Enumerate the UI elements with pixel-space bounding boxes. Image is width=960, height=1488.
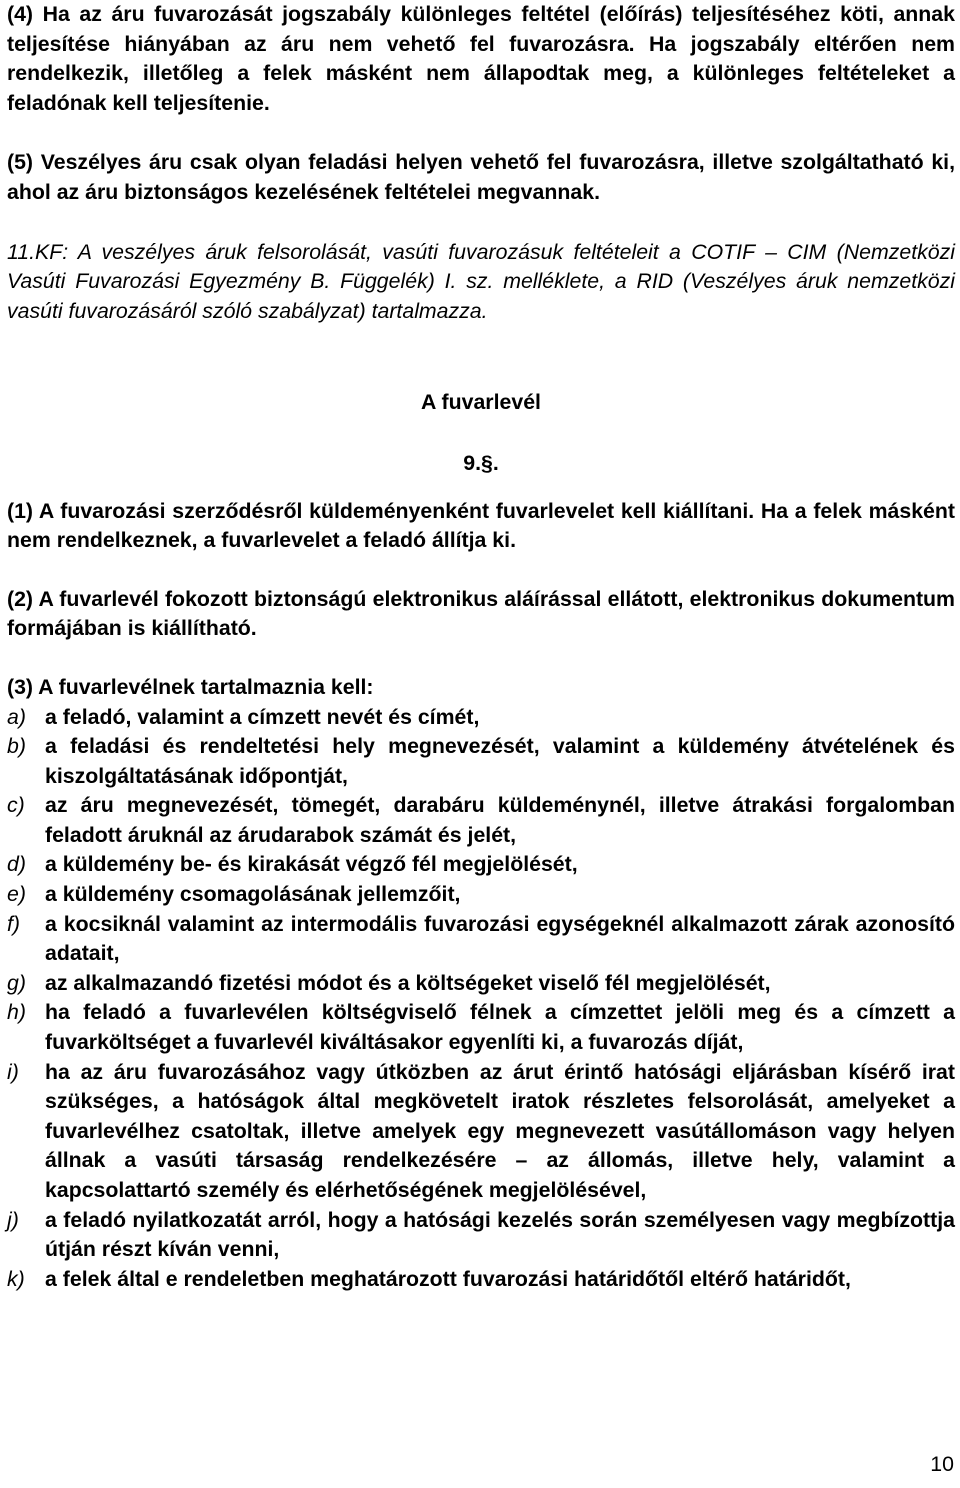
list-item-label: c) xyxy=(7,793,25,818)
list-item-label: e) xyxy=(7,882,26,907)
list-item xyxy=(7,791,955,850)
page-number: 10 xyxy=(930,1452,954,1476)
requirements-list xyxy=(7,703,955,1295)
list-item-text: ha az áru fuvarozásához vagy útközben az árut érintő hatósági eljárásban kísérő irat szükséges, a hatóságok által megkövetelt iratok részletes felsorolását, amelyeket a fuvarlevélhez csatoltak, illetve amelyek egy megnevezett vasútállomáson vagy helyen állnak a vasúti társaság rendelkezésére – az állomás, illetve hely, valamint a kapcsolattartó személy és elérhetőségének megjelölésével, xyxy=(45,1059,955,1202)
list-item-text: ha feladó a fuvarlevélen költségviselő félnek a címzettet jelöli meg és a címzett a fuvarköltséget a fuvarlevél kiváltásakor egyenlíti ki, a fuvarozás díját, xyxy=(45,1000,955,1055)
list-item-text: a felek által e rendeletben meghatározott fuvarozási határidőtől eltérő határidőt, xyxy=(45,1266,851,1291)
list-item xyxy=(7,910,955,969)
list-item xyxy=(7,880,955,910)
section-4-paragraph: (4) Ha az áru fuvarozását jogszabály különleges feltétel (előírás) teljesítéséhez köti, annak teljesítése hiányában az áru nem vehető fel fuvarozásra. Ha jogszabály eltérően nem rendelkezik, illetőleg a felek másként nem állapodtak meg, a különleges feltételeket a feladónak kell teljesítenie. xyxy=(7,2,955,115)
list-item xyxy=(7,998,955,1057)
list-item-text: a feladó, valamint a címzett nevét és címét, xyxy=(45,704,480,729)
list-item-label: i) xyxy=(7,1059,19,1084)
list-item-text: a küldemény be- és kirakását végző fél megjelölését, xyxy=(45,852,578,877)
list-item-label: j) xyxy=(7,1207,19,1232)
list-item-text: a küldemény csomagolásának jellemzőit, xyxy=(45,882,461,907)
list-item xyxy=(7,703,955,733)
list-item xyxy=(7,1265,955,1295)
list-item-label: a) xyxy=(7,704,26,729)
section-5-paragraph: (5) Veszélyes áru csak olyan feladási helyen vehető fel fuvarozásra, illetve szolgáltatható ki, ahol az áru biztonságos kezelésének feltételei megvannak. xyxy=(7,150,955,204)
list-item xyxy=(7,969,955,999)
list-item-text: a feladási és rendeltetési hely megnevezését, valamint a küldemény átvételének és kiszolgáltatásának időpontját, xyxy=(45,734,955,788)
list-item xyxy=(7,1206,955,1265)
paragraph-1: (1) A fuvarozási szerződésről küldeményenként fuvarlevelet kell kiállítani. Ha a felek másként nem rendelkeznek, a fuvarlevelet a feladó állítja ki. xyxy=(7,498,955,553)
list-item xyxy=(7,1058,955,1206)
list-item-label: h) xyxy=(7,1000,26,1025)
paragraph-2: (2) A fuvarlevél fokozott biztonságú elektronikus aláírással ellátott, elektronikus dokumentum formájában is kiállítható. xyxy=(7,586,955,641)
list-item-text: az áru megnevezését, tömegét, darabáru küldeménynél, illetve átrakási forgalomban feladott áruknál az árudarabok számát és jelét, xyxy=(45,793,955,847)
list-item-text: az alkalmazandó fizetési módot és a költségeket viselő fél megjelölését, xyxy=(45,970,771,995)
list-item xyxy=(7,732,955,791)
paragraph-3-intro: (3) A fuvarlevélnek tartalmaznia kell: xyxy=(7,674,374,699)
list-item-label: f) xyxy=(7,911,21,936)
list-item-label: g) xyxy=(7,970,26,995)
note-11-paragraph: 11.KF: A veszélyes áruk felsorolását, vasúti fuvarozásuk feltételeit a COTIF – CIM (Nemzetközi Vasúti Fuvarozási Egyezmény B. Függelék) I. sz. melléklete, a RID (Veszélyes áruk nemzetközi vasúti fuvarozásáról szóló szabályzat) tartalmazza. xyxy=(7,239,955,323)
heading-fuvarlevel: A fuvarlevél xyxy=(421,390,541,415)
list-item-text: a feladó nyilatkozatát arról, hogy a hatósági kezelés során személyesen vagy megbízottja útján részt kíván venni, xyxy=(45,1207,955,1262)
list-item-text: a kocsiknál valamint az intermodális fuvarozási egységeknél alkalmazott zárak azonosító adatait, xyxy=(45,911,955,966)
list-item-label: b) xyxy=(7,734,26,759)
list-item-label: d) xyxy=(7,852,26,877)
section-number: 9.§. xyxy=(463,450,499,475)
list-item xyxy=(7,850,955,880)
document-page xyxy=(7,0,955,1294)
list-item-label: k) xyxy=(7,1266,25,1291)
